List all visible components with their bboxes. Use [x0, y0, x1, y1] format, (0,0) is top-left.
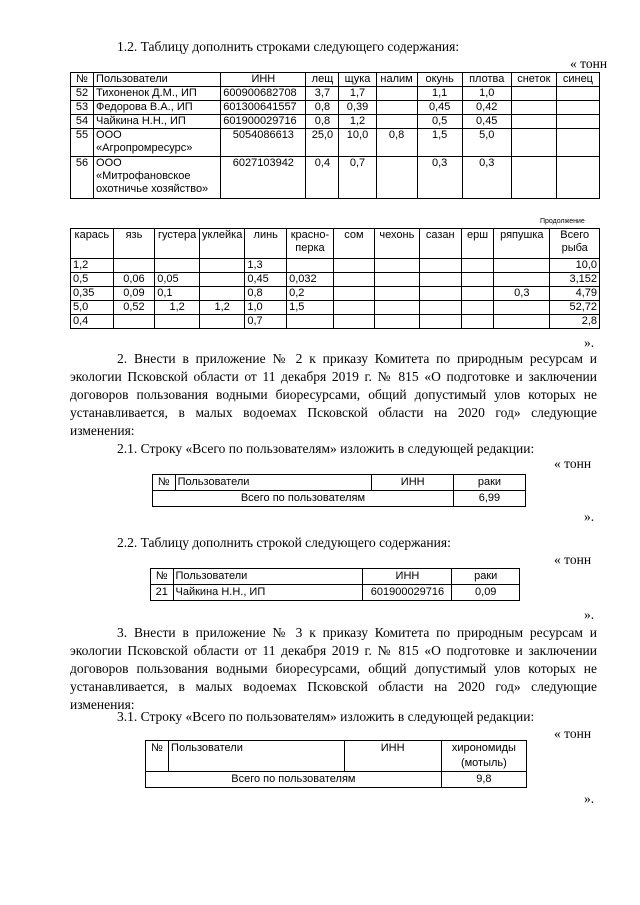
table-row [153, 491, 526, 507]
cell: 0,42 [462, 101, 511, 115]
cell: 10,0 [339, 129, 376, 157]
cell: 0,3 [494, 287, 550, 301]
unit-label: « тонн [554, 726, 592, 741]
col-bleak-header: уклейка [200, 229, 245, 259]
cell [419, 315, 461, 329]
cell [494, 259, 550, 273]
col-rudd-header: красно- перка [287, 229, 334, 259]
cell [376, 157, 417, 199]
cell: 601300641557 [221, 101, 306, 115]
cell: 0,4 [71, 315, 114, 329]
table-row [71, 157, 600, 199]
cell: 0,3 [417, 157, 462, 199]
cell [511, 157, 556, 199]
closing-quote: ». [584, 335, 595, 350]
cell: 0,8 [376, 129, 417, 157]
cell: 1,2 [339, 115, 376, 129]
section-1-2-heading: 1.2. Таблицу дополнить строками следующего содержания: [117, 39, 460, 54]
cell: 0,032 [287, 273, 334, 287]
unit-label: « тонн [554, 552, 592, 567]
cell: 0,7 [339, 157, 376, 199]
cell [375, 301, 420, 315]
col-crucian-header: карась [71, 229, 114, 259]
cell [461, 287, 493, 301]
cell [375, 259, 420, 273]
table-header-row [71, 229, 600, 259]
cell [200, 287, 245, 301]
cell: 21 [151, 585, 174, 601]
cell: 0,52 [113, 301, 155, 315]
crayfish-total-table [152, 474, 526, 507]
col-pike-header: щука [339, 73, 376, 87]
col-crayfish-header: раки [452, 569, 520, 585]
col-users-header: Пользователи [169, 741, 344, 772]
crayfish-add-table [150, 568, 520, 601]
cell [419, 273, 461, 287]
users-table-continuation [70, 228, 600, 329]
col-number-header: № [151, 569, 174, 585]
cell [511, 87, 556, 101]
cell: 0,1 [155, 287, 200, 301]
cell: 2,8 [550, 315, 600, 329]
table-row [71, 129, 600, 157]
col-bluebream-header: синец [556, 73, 599, 87]
table-header-row [71, 73, 600, 87]
cell: 0,35 [71, 287, 114, 301]
col-silverbream-header: густера [155, 229, 200, 259]
cell: Федорова В.А., ИП [94, 101, 221, 115]
col-number-header: № [153, 475, 176, 491]
cell: 601900029716 [363, 585, 452, 601]
cell: 5,0 [462, 129, 511, 157]
cell: 0,8 [245, 287, 287, 301]
cell: 0,09 [452, 585, 520, 601]
total-label: Всего по пользователям [153, 491, 454, 507]
cell: Чайкина Н.Н., ИП [94, 115, 221, 129]
col-crayfish-header: раки [453, 475, 525, 491]
table-row [71, 273, 600, 287]
col-inn-header: ИНН [221, 73, 306, 87]
total-value: 9,8 [441, 772, 526, 788]
cell [200, 315, 245, 329]
cell [287, 259, 334, 273]
unit-label: « тонн [570, 56, 608, 71]
cell [155, 259, 200, 273]
col-users-header: Пользователи [94, 73, 221, 87]
cell: 1,2 [200, 301, 245, 315]
section-2-paragraph: 2. Внести в приложение № 2 к приказу Комитета по природным ресурсам и экологии Псковской области от 11 декабря 2019 г. № 815 «О подготовке и заключении договоров пользования водными биоресурсами, общий допустимый улов которых не устанавливается, в малых водоемах Псковской области на 2020 год» следующие изменения: [70, 351, 597, 438]
col-tench-header: линь [245, 229, 287, 259]
continuation-label: Продолжение [540, 218, 585, 225]
cell: 1,2 [155, 301, 200, 315]
unit-label: « тонн [554, 456, 592, 471]
cell [375, 315, 420, 329]
cell [461, 315, 493, 329]
cell: 3,7 [306, 87, 339, 101]
cell: 0,8 [306, 115, 339, 129]
cell: 0,7 [245, 315, 287, 329]
cell: 0,2 [287, 287, 334, 301]
cell [333, 287, 374, 301]
cell [333, 301, 374, 315]
section-3-paragraph: 3. Внести в приложение № 3 к приказу Комитета по природным ресурсам и экологии Псковской области от 11 декабря 2019 г. № 815 «О подготовке и заключении договоров пользования водными биоресурсами, общий допустимый улов которых не устанавливается, в малых водоемах Псковской области на 2020 год» следующие изменения: [70, 625, 597, 712]
cell: 0,05 [155, 273, 200, 287]
col-roach-header: плотва [462, 73, 511, 87]
cell: 55 [71, 129, 94, 157]
cell: 1,7 [339, 87, 376, 101]
table-header-row [151, 569, 520, 585]
cell: 0,09 [113, 287, 155, 301]
cell: 1,0 [462, 87, 511, 101]
cell: 52 [71, 87, 94, 101]
cell [461, 301, 493, 315]
table-row [151, 585, 520, 601]
cell [333, 315, 374, 329]
cell [494, 301, 550, 315]
cell: 4,79 [550, 287, 600, 301]
cell [375, 287, 420, 301]
cell: 56 [71, 157, 94, 199]
cell: 5054086613 [221, 129, 306, 157]
col-sabrefish-header: чехонь [375, 229, 420, 259]
cell: 0,06 [113, 273, 155, 287]
cell [494, 273, 550, 287]
cell: 0,5 [417, 115, 462, 129]
col-bream-header: лещ [306, 73, 339, 87]
col-burbot-header: налим [376, 73, 417, 87]
table-row [71, 259, 600, 273]
cell [419, 259, 461, 273]
cell: 1,5 [287, 301, 334, 315]
table-row [71, 315, 600, 329]
cell: 0,5 [71, 273, 114, 287]
cell [511, 101, 556, 115]
closing-quote: ». [584, 509, 595, 524]
col-vendace-header: ряпушка [494, 229, 550, 259]
cell: Чайкина Н.Н., ИП [173, 585, 363, 601]
cell: 1,5 [417, 129, 462, 157]
col-number-header: № [71, 73, 94, 87]
cell [200, 259, 245, 273]
cell [376, 101, 417, 115]
col-inn-header: ИНН [344, 741, 441, 772]
cell: 53 [71, 101, 94, 115]
cell: 10,0 [550, 259, 600, 273]
table-header-row [146, 741, 527, 772]
cell: 1,3 [245, 259, 287, 273]
cell [113, 259, 155, 273]
closing-quote: ». [584, 791, 595, 806]
cell: 0,4 [306, 157, 339, 199]
col-inn-header: ИНН [363, 569, 452, 585]
section-2-1-heading: 2.1. Строку «Всего по пользователям» изложить в следующей редакции: [117, 441, 535, 456]
cell [556, 157, 599, 199]
cell: 0,45 [417, 101, 462, 115]
cell: 0,45 [245, 273, 287, 287]
cell [333, 273, 374, 287]
cell: ООО «Митрофановское охотничье хозяйство» [94, 157, 221, 199]
cell: 54 [71, 115, 94, 129]
col-carp-header: сазан [419, 229, 461, 259]
table-row [146, 772, 527, 788]
col-total-fish-header: Всего рыба [550, 229, 600, 259]
total-value: 6,99 [453, 491, 525, 507]
total-label: Всего по пользователям [146, 772, 442, 788]
cell [375, 273, 420, 287]
cell: 1,2 [71, 259, 114, 273]
cell [556, 129, 599, 157]
users-table [70, 72, 600, 199]
col-inn-header: ИНН [372, 475, 453, 491]
table-row [71, 115, 600, 129]
col-smelt-header: снеток [511, 73, 556, 87]
cell [556, 115, 599, 129]
cell: 3,152 [550, 273, 600, 287]
cell: 6027103942 [221, 157, 306, 199]
table-header-row [153, 475, 526, 491]
bloodworm-total-table [145, 740, 527, 788]
cell: Тихоненок Д.М., ИП [94, 87, 221, 101]
cell [155, 315, 200, 329]
col-bloodworm-header: хирономиды (мотыль) [441, 741, 526, 772]
cell: 52,72 [550, 301, 600, 315]
cell [511, 115, 556, 129]
col-users-header: Пользователи [175, 475, 372, 491]
cell: 600900682708 [221, 87, 306, 101]
cell: 25,0 [306, 129, 339, 157]
cell [333, 259, 374, 273]
cell [287, 315, 334, 329]
col-users-header: Пользователи [173, 569, 363, 585]
table-row [71, 87, 600, 101]
table-row [71, 287, 600, 301]
col-number-header: № [146, 741, 169, 772]
section-3-1-heading: 3.1. Строку «Всего по пользователям» изложить в следующей редакции: [117, 709, 535, 724]
col-ruffe-header: ерш [461, 229, 493, 259]
cell [494, 315, 550, 329]
section-2-2-heading: 2.2. Таблицу дополнить строкой следующего содержания: [117, 535, 451, 550]
cell: 601900029716 [221, 115, 306, 129]
col-perch-header: окунь [417, 73, 462, 87]
cell [376, 87, 417, 101]
cell [419, 301, 461, 315]
col-ide-header: язь [113, 229, 155, 259]
table-row [71, 301, 600, 315]
cell: 5,0 [71, 301, 114, 315]
cell [461, 259, 493, 273]
cell [461, 273, 493, 287]
cell [556, 87, 599, 101]
cell: 1,1 [417, 87, 462, 101]
cell [376, 115, 417, 129]
col-catfish-header: сом [333, 229, 374, 259]
cell: ООО «Агропромресурс» [94, 129, 221, 157]
cell: 0,39 [339, 101, 376, 115]
cell [556, 101, 599, 115]
cell: 1,0 [245, 301, 287, 315]
cell: 0,8 [306, 101, 339, 115]
cell [113, 315, 155, 329]
cell: 0,3 [462, 157, 511, 199]
table-row [71, 101, 600, 115]
cell [511, 129, 556, 157]
cell [419, 287, 461, 301]
closing-quote: ». [584, 607, 595, 622]
cell [200, 273, 245, 287]
cell: 0,45 [462, 115, 511, 129]
